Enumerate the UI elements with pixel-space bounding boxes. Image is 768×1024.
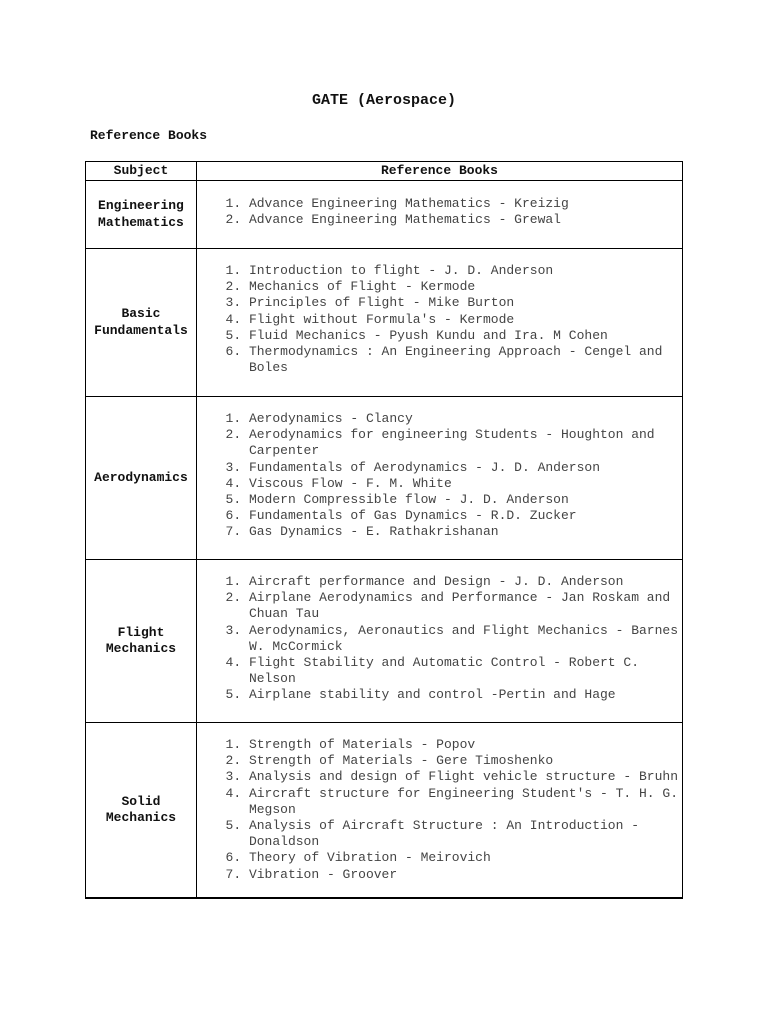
- table-row-flight-mechanics: [86, 560, 683, 723]
- list-item: 1. Strength of Materials - Popov: [249, 737, 682, 753]
- subject-label: Mechanics: [105, 810, 177, 825]
- list-item: 4. Flight without Formula's - Kermode: [249, 312, 682, 328]
- list-item: 3. Aerodynamics, Aeronautics and Flight Mechanics - Barnes W. McCormick: [249, 623, 682, 655]
- book-list: [197, 263, 682, 376]
- reference-books-table: [85, 161, 683, 899]
- subject-label: Solid: [121, 793, 161, 809]
- list-item: 3. Fundamentals of Aerodynamics - J. D. Anderson: [249, 460, 682, 476]
- books-cell: [196, 723, 682, 899]
- books-column-header: Reference Books: [196, 162, 682, 181]
- books-cell: [196, 249, 682, 397]
- list-item: 2. Advance Engineering Mathematics - Grewal: [249, 212, 682, 228]
- books-cell: [196, 397, 682, 560]
- subject-cell: [86, 181, 197, 249]
- list-item: 4. Viscous Flow - F. M. White: [249, 476, 682, 492]
- list-item: 1. Advance Engineering Mathematics - Kreizig: [249, 196, 682, 212]
- subject-label: Mathematics: [98, 214, 184, 230]
- list-item: 5. Analysis of Aircraft Structure : An Introduction - Donaldson: [249, 818, 682, 850]
- list-item: 4. Flight Stability and Automatic Control - Robert C. Nelson: [249, 655, 682, 687]
- list-item: 3. Principles of Flight - Mike Burton: [249, 295, 682, 311]
- book-list: [197, 737, 682, 883]
- table-row-aerodynamics: [86, 397, 683, 560]
- list-item: 2. Mechanics of Flight - Kermode: [249, 279, 682, 295]
- list-item: 6. Theory of Vibration - Meirovich: [249, 850, 682, 866]
- page-title: GATE (Aerospace): [311, 92, 457, 109]
- subject-cell: [86, 397, 197, 560]
- list-item: 7. Vibration - Groover: [249, 867, 682, 883]
- subject-label: Basic: [121, 306, 161, 322]
- subject-label: Engineering: [98, 198, 184, 214]
- subject-label: Mechanics: [105, 641, 177, 656]
- list-item: 4. Aircraft structure for Engineering Student's - T. H. G. Megson: [249, 786, 682, 818]
- books-cell: [196, 181, 682, 249]
- subject-cell: [86, 249, 197, 397]
- list-item: 5. Airplane stability and control -Pertin and Hage: [249, 687, 682, 703]
- book-list: [197, 574, 682, 704]
- list-item: 1. Aircraft performance and Design - J. D. Anderson: [249, 574, 682, 590]
- subject-label: Aerodynamics: [94, 469, 188, 485]
- list-item: 2. Strength of Materials - Gere Timoshenko: [249, 753, 682, 769]
- list-item: 1. Introduction to flight - J. D. Anderson: [249, 263, 682, 279]
- list-item: 2. Aerodynamics for engineering Students - Houghton and Carpenter: [249, 427, 682, 459]
- book-list: [197, 411, 682, 541]
- subject-cell: [86, 723, 197, 899]
- books-cell: [196, 560, 682, 723]
- subject-label: Flight: [117, 624, 165, 640]
- list-item: 5. Fluid Mechanics - Pyush Kundu and Ira. M Cohen: [249, 328, 682, 344]
- list-item: 2. Airplane Aerodynamics and Performance - Jan Roskam and Chuan Tau: [249, 590, 682, 622]
- table-row-engineering-mathematics: [86, 181, 683, 249]
- section-heading: Reference Books: [90, 128, 208, 143]
- list-item: 6. Fundamentals of Gas Dynamics - R.D. Zucker: [249, 508, 682, 524]
- table-header-row: [86, 162, 683, 181]
- subject-label: Fundamentals: [94, 322, 188, 338]
- book-list: [197, 196, 682, 228]
- list-item: 6. Thermodynamics : An Engineering Approach - Cengel and Boles: [249, 344, 682, 376]
- subject-column-header: Subject: [86, 162, 197, 181]
- subject-cell: [86, 560, 197, 723]
- table-row-basic-fundamentals: [86, 249, 683, 397]
- list-item: 5. Modern Compressible flow - J. D. Anderson: [249, 492, 682, 508]
- table-row-solid-mechanics: [86, 723, 683, 899]
- list-item: 7. Gas Dynamics - E. Rathakrishanan: [249, 524, 682, 540]
- list-item: 3. Analysis and design of Flight vehicle structure - Bruhn: [249, 769, 682, 785]
- list-item: 1. Aerodynamics - Clancy: [249, 411, 682, 427]
